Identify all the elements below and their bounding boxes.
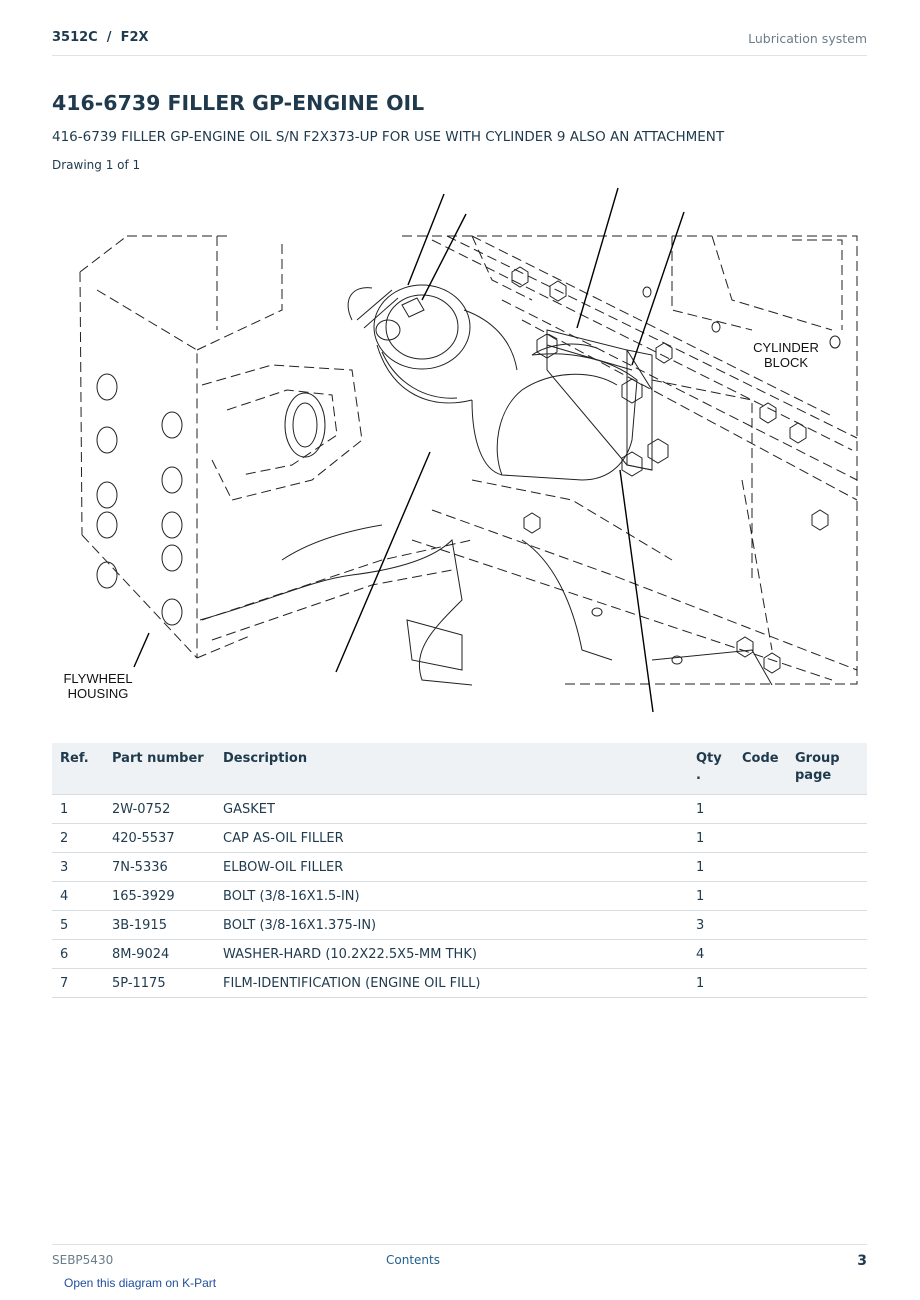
- cell-part-number: 8M-9024: [104, 940, 215, 969]
- cell-qty: 1: [688, 795, 734, 824]
- cell-qty: 1: [688, 824, 734, 853]
- cell-description: GASKET: [215, 795, 688, 824]
- cell-group-page: [787, 911, 867, 940]
- cell-qty: 3: [688, 911, 734, 940]
- contents-link[interactable]: Contents: [386, 1253, 440, 1267]
- cell-group-page: [787, 853, 867, 882]
- cell-ref: 2: [52, 824, 104, 853]
- cell-code: [734, 853, 787, 882]
- table-header-row: [52, 743, 867, 795]
- flywheel-housing-label-line1: FLYWHEEL: [63, 671, 133, 686]
- cylinder-block-label-line2: BLOCK: [763, 355, 809, 370]
- page-number: 3: [857, 1253, 867, 1269]
- cell-description: FILM-IDENTIFICATION (ENGINE OIL FILL): [215, 969, 688, 998]
- cell-qty: 1: [688, 882, 734, 911]
- cell-ref: 5: [52, 911, 104, 940]
- cell-ref: 3: [52, 853, 104, 882]
- cell-description: WASHER-HARD (10.2X22.5X5-MM THK): [215, 940, 688, 969]
- cell-group-page: [787, 824, 867, 853]
- cell-group-page: [787, 969, 867, 998]
- parts-table: [52, 743, 867, 998]
- col-description: Description: [215, 743, 688, 795]
- cell-qty: 4: [688, 940, 734, 969]
- cell-group-page: [787, 882, 867, 911]
- section-label: Lubrication system: [748, 31, 867, 46]
- cell-part-number: 420-5537: [104, 824, 215, 853]
- table-row: [52, 824, 867, 853]
- cell-code: [734, 940, 787, 969]
- page-subtitle: 416-6739 FILLER GP-ENGINE OIL S/N F2X373-UP FOR USE WITH CYLINDER 9 ALSO AN ATTACHMENT: [52, 129, 725, 145]
- cell-description: BOLT (3/8-16X1.375-IN): [215, 911, 688, 940]
- flywheel-housing-label-line2: HOUSING: [67, 686, 129, 701]
- cell-part-number: 2W-0752: [104, 795, 215, 824]
- drawing-number: Drawing 1 of 1: [52, 158, 141, 172]
- cell-ref: 1: [52, 795, 104, 824]
- table-row: [52, 853, 867, 882]
- cell-code: [734, 911, 787, 940]
- page-header: [52, 28, 867, 56]
- cell-part-number: 5P-1175: [104, 969, 215, 998]
- cell-ref: 4: [52, 882, 104, 911]
- cell-part-number: 165-3929: [104, 882, 215, 911]
- table-row: [52, 795, 867, 824]
- cell-part-number: 3B-1915: [104, 911, 215, 940]
- cell-description: CAP AS-OIL FILLER: [215, 824, 688, 853]
- cylinder-block-label-line1: CYLINDER: [753, 340, 819, 355]
- parts-diagram: [52, 180, 868, 720]
- col-ref: Ref.: [52, 743, 104, 795]
- kpart-diagram-link[interactable]: Open this diagram on K-Part: [64, 1276, 217, 1290]
- cell-group-page: [787, 940, 867, 969]
- page-footer: [52, 1244, 867, 1269]
- document-id: SEBP5430: [52, 1253, 114, 1267]
- col-part-number: Part number: [104, 743, 215, 795]
- cell-ref: 7: [52, 969, 104, 998]
- diagram-drawing: [52, 180, 868, 720]
- cell-description: ELBOW-OIL FILLER: [215, 853, 688, 882]
- table-row: [52, 969, 867, 998]
- cell-code: [734, 824, 787, 853]
- model-label: 3512C / F2X: [52, 30, 149, 45]
- cell-group-page: [787, 795, 867, 824]
- cell-qty: 1: [688, 969, 734, 998]
- col-qty: Qty .: [688, 743, 734, 795]
- col-code: Code: [734, 743, 787, 795]
- table-row: [52, 940, 867, 969]
- cell-ref: 6: [52, 940, 104, 969]
- cell-qty: 1: [688, 853, 734, 882]
- cell-code: [734, 795, 787, 824]
- col-group-page: Group page: [787, 743, 867, 795]
- table-row: [52, 882, 867, 911]
- page-title: 416-6739 FILLER GP-ENGINE OIL: [52, 91, 425, 115]
- cell-code: [734, 969, 787, 998]
- table-row: [52, 911, 867, 940]
- cell-part-number: 7N-5336: [104, 853, 215, 882]
- cell-code: [734, 882, 787, 911]
- cell-description: BOLT (3/8-16X1.5-IN): [215, 882, 688, 911]
